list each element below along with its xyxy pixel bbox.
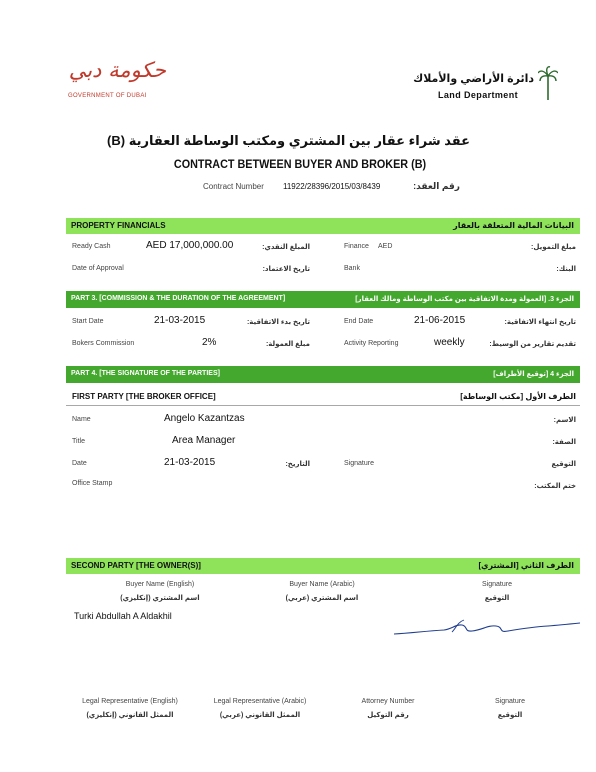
attorney-number-label: Attorney Number <box>361 698 415 705</box>
finance-label-ar: مبلغ التمويل: <box>531 244 576 251</box>
palm-tree-icon <box>538 66 558 100</box>
buyer-name-arabic-label-ar: اسم المشتري (عربي) <box>285 595 359 602</box>
bank-label-ar: البنك: <box>556 266 576 273</box>
buyer-name-arabic-label: Buyer Name (Arabic) <box>289 581 355 588</box>
finance-value: AED <box>378 243 393 250</box>
title-label-ar: الصفة: <box>552 439 576 446</box>
broker-title-value: Area Manager <box>172 435 236 446</box>
first-party-heading-ar: الطرف الأول [مكتب الوساطة] <box>460 392 576 401</box>
start-date-label-ar: تاريخ بدء الاتفاقية: <box>246 319 310 326</box>
first-party-heading: FIRST PARTY [THE BROKER OFFICE] <box>72 392 216 401</box>
brokers-commission-label: Bokers Commission <box>72 340 135 347</box>
broker-name-value: Angelo Kazantzas <box>164 413 245 424</box>
second-party-signature-label-ar: التوقيع <box>484 595 510 602</box>
land-department-logo <box>413 66 564 106</box>
property-financials-heading-ar: البيانات المالية المتعلقة بالعقار <box>453 221 574 230</box>
second-party-signature-label: Signature <box>482 581 512 588</box>
part3-heading-ar: الجزء 3. [العمولة ومدة الاتفاقية بين مكتب الوساطة ومالك العقار] <box>355 296 574 303</box>
brokers-commission-value: 2% <box>202 337 217 348</box>
contract-number-label: Contract Number <box>203 182 264 191</box>
contract-title-english: CONTRACT BETWEEN BUYER AND BROKER (B) <box>173 157 427 171</box>
activity-reporting-label: Activity Reporting <box>344 340 399 347</box>
date-label-ar: التاريخ: <box>285 461 310 468</box>
ready-cash-value: AED 17,000,000.00 <box>146 240 234 251</box>
legal-rep-arabic-label: Legal Representative (Arabic) <box>213 698 307 705</box>
brokers-commission-label-ar: مبلغ العمولة: <box>265 341 310 348</box>
legal-rep-english-label-ar: الممثل القانوني (إنكليزي) <box>86 712 174 719</box>
finance-label: Finance <box>344 243 369 250</box>
ready-cash-label: Ready Cash <box>72 243 111 250</box>
activity-reporting-label-ar: تقديم تقارير من الوسيط: <box>489 341 576 348</box>
contract-title-arabic: عقد شراء عقار بين المشتري ومكتب الوساطة العقارية (B) <box>107 133 470 148</box>
broker-date-value: 21-03-2015 <box>164 457 216 468</box>
name-label-ar: الاسم: <box>553 417 576 424</box>
end-date-label-ar: تاريخ انتهاء الاتفاقية: <box>504 319 576 326</box>
office-stamp-label: Office Stamp <box>72 480 113 487</box>
ready-cash-label-ar: المبلغ النقدي: <box>262 244 310 251</box>
contract-number-value: 11922/28396/2015/03/8439 <box>283 182 381 191</box>
part3-band <box>66 291 580 308</box>
attorney-number-label-ar: رقم التوكيل <box>367 712 409 719</box>
end-date-label: End Date <box>344 318 374 325</box>
gov-logo-arabic: حكومة دبي <box>68 58 166 82</box>
date-of-approval-label-ar: تاريخ الاعتماد: <box>262 266 310 273</box>
legal-rep-english-label: Legal Representative (English) <box>82 698 178 705</box>
signature-label: Signature <box>344 460 374 467</box>
legal-signature-label-ar: التوقيع <box>497 712 523 719</box>
land-logo-english: Land Department <box>438 90 519 100</box>
bank-label: Bank <box>344 265 360 272</box>
buyer-name-english-label: Buyer Name (English) <box>125 581 195 588</box>
second-party-band <box>66 558 580 574</box>
legal-rep-arabic-label-ar: الممثل القانوني (عربي) <box>219 712 301 719</box>
land-logo-arabic: دائرة الأراضي والأملاك <box>413 73 534 85</box>
buyer-name-value: Turki Abdullah A Aldakhil <box>74 611 172 621</box>
title-label: Title <box>72 438 85 445</box>
property-financials-band <box>66 218 580 234</box>
second-party-heading-ar: الطرف الثاني [المشتري] <box>478 561 574 570</box>
contract-number-label-ar: رقم العقد: <box>413 181 460 191</box>
first-party-divider <box>66 405 580 406</box>
start-date-label: Start Date <box>72 318 104 325</box>
part4-heading: PART 4. [THE SIGNATURE OF THE PARTIES] <box>71 370 220 377</box>
part3-heading: PART 3. [COMMISSION & THE DURATION OF THE AGREEMENT] <box>71 295 286 302</box>
signature-label-ar: التوقيع <box>551 461 576 468</box>
buyer-name-english-label-ar: اسم المشتري (إنكليزي) <box>120 595 200 602</box>
date-label: Date <box>72 460 87 467</box>
date-of-approval-label: Date of Approval <box>72 265 124 272</box>
name-label: Name <box>72 416 91 423</box>
legal-signature-label: Signature <box>495 698 525 705</box>
activity-reporting-value: weekly <box>434 337 465 348</box>
government-of-dubai-logo <box>62 58 172 106</box>
handwritten-signature <box>392 612 582 642</box>
part4-band <box>66 366 580 383</box>
second-party-heading: SECOND PARTY [THE OWNER(S)] <box>71 561 201 570</box>
end-date-value: 21-06-2015 <box>414 315 466 326</box>
gov-logo-english: GOVERNMENT OF DUBAI <box>68 93 147 99</box>
start-date-value: 21-03-2015 <box>154 315 206 326</box>
part4-heading-ar: الجزء 4 [توقيع الأطراف] <box>493 371 574 378</box>
office-stamp-label-ar: ختم المكتب: <box>534 483 576 490</box>
property-financials-heading: PROPERTY FINANCIALS <box>71 221 166 230</box>
